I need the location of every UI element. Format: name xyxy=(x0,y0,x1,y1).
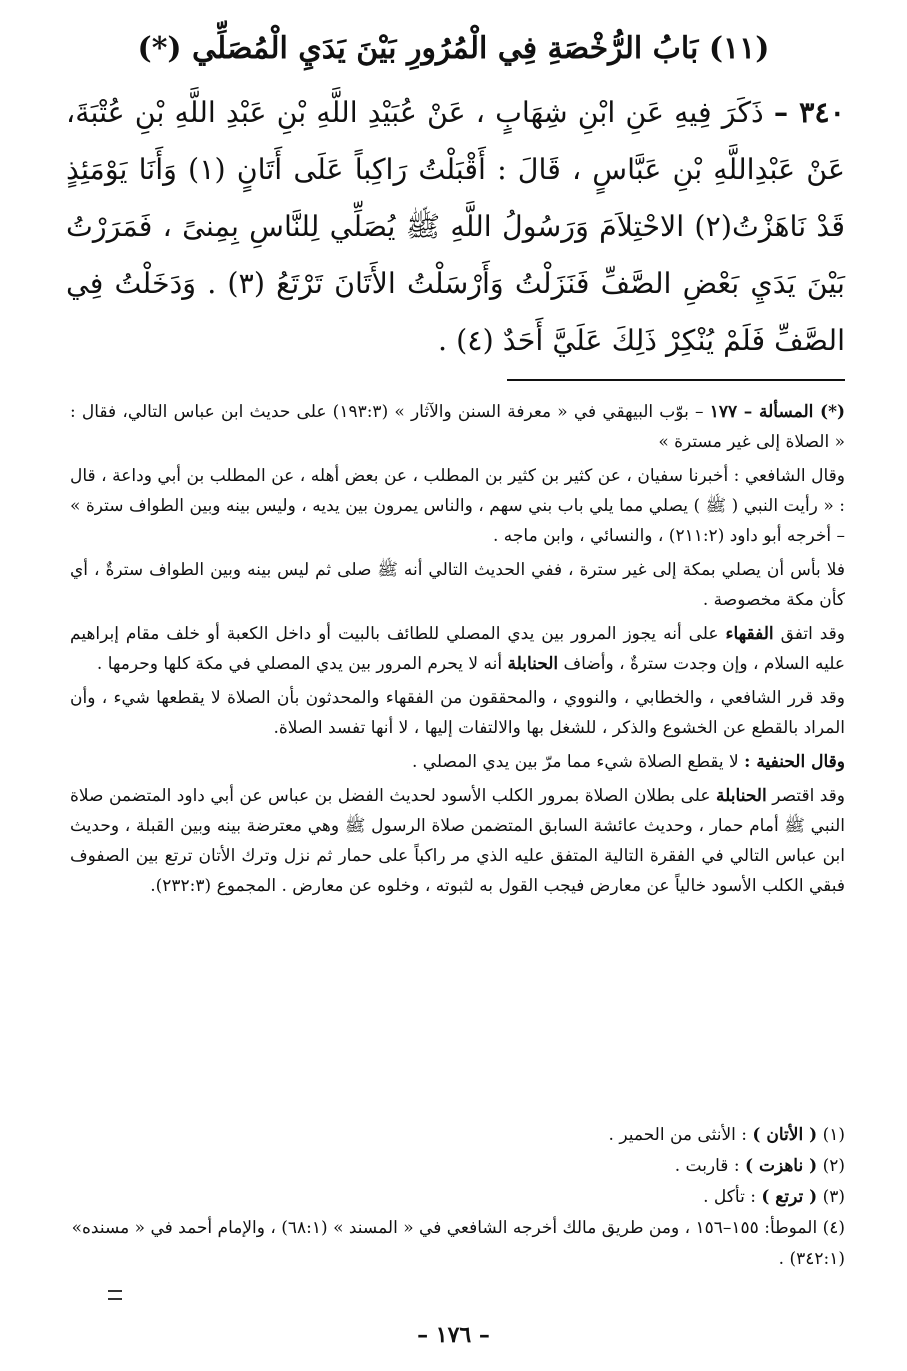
note-paragraph-1 xyxy=(70,397,845,457)
footnote-text: : قاربت . xyxy=(674,1156,740,1176)
note-paragraph-4 xyxy=(70,619,845,679)
footnote-text: : تأكل . xyxy=(703,1187,756,1207)
footnote-number: (٤) xyxy=(822,1218,845,1238)
footnote-4 xyxy=(70,1213,845,1275)
footnote-text: الموطأ: ١٥٥–١٥٦ ، ومن طريق مالك أخرجه الشافعي في « المسند » (٦٨:١) ، والإمام أحمد في « مسنده» (٣٤٢:١) . xyxy=(71,1218,845,1269)
footnote-number: (٢) xyxy=(822,1156,845,1176)
footnote-term: ( الأتان ) xyxy=(752,1125,818,1145)
footnote-3 xyxy=(70,1182,845,1213)
hadith-paragraph xyxy=(66,84,845,369)
note-emphasis: الحنابلة xyxy=(716,786,767,806)
note-paragraph-2: وقال الشافعي : أخبرنا سفيان ، عن كثير بن كثير بن المطلب ، عن بعض أهله ، عن المطلب بن أبي وداعة ، قال : « رأيت النبي ( ﷺ ) يصلي مما يلي باب بني سهم ، والناس يمرون بين يديه ، وليس بينه وبين الطواف سترة » – أخرجه أبو داود (٢١١:٢) ، والنسائي ، وابن ماجه . xyxy=(70,466,845,546)
note-text: وقد اتفق xyxy=(780,624,846,644)
chapter-title: (١١) بَابُ الرُّخْصَةِ فِي الْمُرُورِ بَيْنَ يَدَيِ الْمُصَلِّي (*) xyxy=(137,31,770,66)
note-text: على أنه يجوز المرور بين يدي المصلي للطائف بالبيت أو داخل الكعبة أو خلف مقام إبراهيم عليه السلام ، وإن وجدت سترةٌ ، وأضاف xyxy=(70,624,845,674)
note-text: أنه لا يحرم المرور بين يدي المصلي في مكة كلها وحرمها . xyxy=(96,654,503,674)
page-number: – ١٧٦ – xyxy=(417,1322,490,1348)
end-mark xyxy=(108,1290,122,1300)
note-lead: (*) المسألة – ١٧٧ xyxy=(709,402,846,422)
note-text: – بوّب البيهقي في « معرفة السنن والآثار » (١٩٣:٣) على حديث ابن عباس التالي، فقال : « الصلاة إلى غير مسترة » xyxy=(70,402,845,452)
footnote-number: (١) xyxy=(822,1125,845,1145)
note-emphasis: الفقهاء xyxy=(725,624,774,644)
hadith-text: ذَكَرَ فِيهِ عَنِ ابْنِ شِهَابٍ ، عَنْ عُبَيْدِ اللَّهِ بْنِ عَبْدِ اللَّهِ بْنِ عُتْبَةَ، عَنْ عَبْدِاللَّهِ بْنِ عَبَّاسٍ ، قَالَ : أَقْبَلْتُ رَاكِباً عَلَى أَتَانٍ (١) وَأَنَا يَوْمَئِذٍ قَدْ نَاهَزْتُ(٢) الاحْتِلاَمَ وَرَسُولُ اللَّهِ ﷺ يُصَلِّي لِلنَّاسِ بِمِنىً ، فَمَرَرْتُ بَيْنَ يَدَيِ بَعْضِ الصَّفِّ فَنَزَلْتُ وَأَرْسَلْتُ الأَتَانَ تَرْتَعُ (٣) . وَدَخَلْتُ فِي الصَّفِّ فَلَمْ يُنْكِرْ ذَلِكَ عَلَيَّ أَحَدٌ (٤) . xyxy=(66,96,846,357)
footnotes xyxy=(70,1120,845,1275)
note-paragraph-5: وقد قرر الشافعي ، والخطابي ، والنووي ، والمحققون من الفقهاء والمحدثون بأن الصلاة لا يقطعها شيء ، وأن المراد بالقطع عن الخشوع والذكر ، للشغل بها والالتفات إليها ، لا أنها تفسد الصلاة. xyxy=(70,688,845,738)
note-emphasis: الحنابلة xyxy=(507,654,559,674)
footnote-1 xyxy=(70,1120,845,1151)
note-paragraph-6 xyxy=(70,747,845,777)
commentary-notes xyxy=(70,397,845,905)
footnote-2 xyxy=(70,1151,845,1182)
note-text: لا يقطع الصلاة شيء مما مرّ بين يدي المصلي . xyxy=(411,752,739,772)
note-lead: وقال الحنفية : xyxy=(744,752,845,772)
note-paragraph-7 xyxy=(70,781,845,901)
note-text: على بطلان الصلاة بمرور الكلب الأسود لحديث الفضل بن عباس عن أبي داود المتضمن صلاة النبي ﷺ أمام حمار ، وحديث عائشة السابق المتضمن صلاة الرسول ﷺ وهي معترضة بينه وبين القبلة ، وحديث ابن عباس التالي في الفقرة التالية المتفق عليه الذي مر راكباً على حمار ثم نزل وترك الأتان ترتع بين الصفوف فبقي الكلب الأسود خالياً عن معارض فيجب القول به لثبوته ، وخلوه عن معارض . المجموع (٢٣٢:٣). xyxy=(70,786,846,896)
note-paragraph-3: فلا بأس أن يصلي بمكة إلى غير سترة ، ففي الحديث التالي أنه ﷺ صلى ثم ليس بينه وبين الطواف سترةٌ ، أي كأن مكة مخصوصة . xyxy=(70,560,845,610)
note-text: وقد اقتصر xyxy=(772,786,846,806)
footnote-separator xyxy=(507,379,845,381)
footnote-term: ( ناهزت ) xyxy=(744,1156,818,1176)
footnote-number: (٣) xyxy=(822,1187,845,1207)
footnote-text: : الأنثى من الحمير . xyxy=(608,1125,748,1145)
hadith-number: ٣٤٠ – xyxy=(773,95,845,129)
footnote-term: ( ترتع ) xyxy=(761,1187,818,1207)
